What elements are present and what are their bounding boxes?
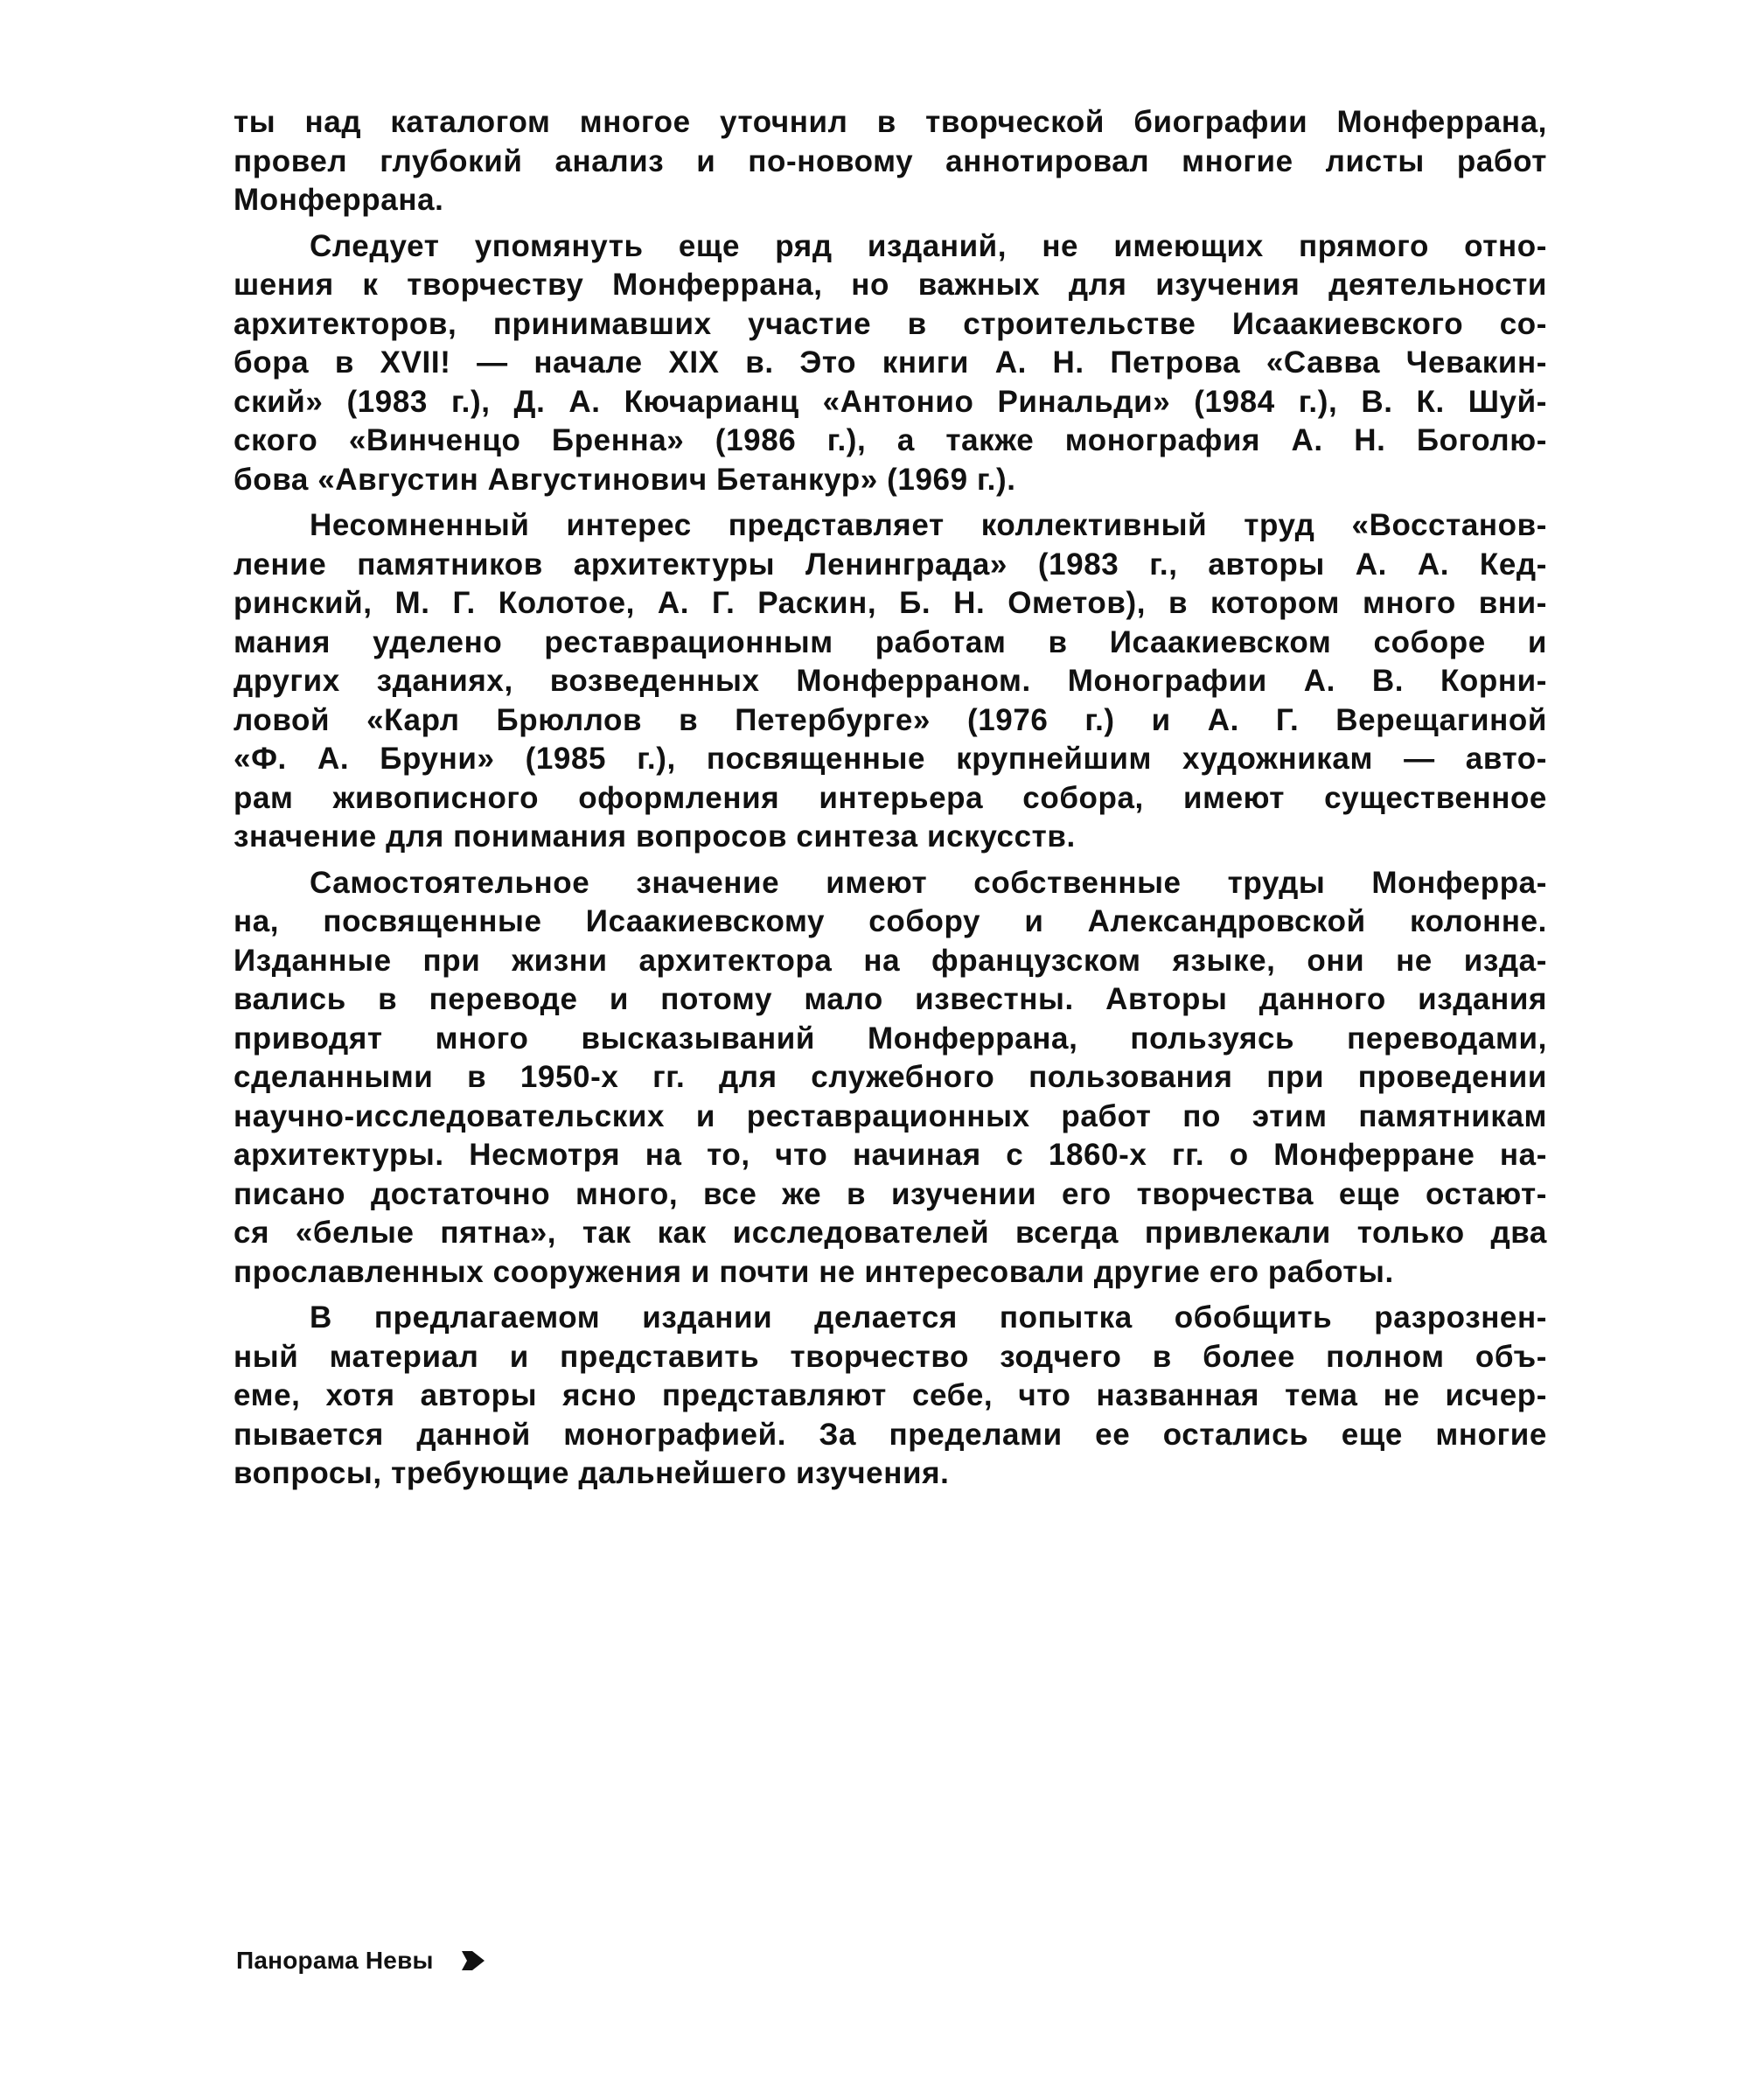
text-line: мания уделено реставрационным работам в Исаакиевском соборе и [234, 624, 1547, 659]
text-line: ся «белые пятна», так как исследователей всегда привлекали только два [234, 1216, 1547, 1250]
text-line: на, посвященные Исаакиевскому собору и Александровской колонне. [234, 904, 1547, 938]
text-line: бова «Августин Августинович Бетанкур» (1969 г.). [234, 462, 1016, 497]
text-line: сделанными в 1950-х гг. для служебного пользования при проведении [234, 1060, 1547, 1094]
paragraph [234, 103, 1547, 220]
text-line: ление памятников архитектуры Ленинграда» (1983 г., авторы А. А. Кед- [234, 547, 1547, 582]
text-line: научно-исследовательских и реставрационных работ по этим памятникам [234, 1098, 1547, 1133]
text-line: ты над каталогом многое уточнил в творческой биографии Монферрана, [234, 105, 1547, 139]
text-line: еме, хотя авторы ясно представляют себе, что названная тема не исчер- [234, 1378, 1547, 1412]
page-footer [236, 1943, 486, 1978]
text-line: вопросы, требующие дальнейшего изучения. [234, 1456, 950, 1490]
text-line: писано достаточно много, все же в изучении его творчества еще остают- [234, 1176, 1547, 1211]
arrow-marker-icon [460, 1949, 486, 1972]
text-line: шения к творчеству Монферрана, но важных для изучения деятельности [234, 268, 1547, 302]
text-line: «Ф. А. Бруни» (1985 г.), посвященные крупнейшим художникам — авто- [234, 742, 1547, 776]
text-line: архитектуры. Несмотря на то, что начиная с 1860-х гг. о Монферране на- [234, 1138, 1547, 1172]
text-line: ловой «Карл Брюллов в Петербурге» (1976 г.) и А. Г. Верещагиной [234, 702, 1547, 737]
text-line: Изданные при жизни архитектора на французском языке, они не изда- [234, 943, 1547, 978]
text-line: Следует упомянуть еще ряд изданий, не имеющих прямого отно- [310, 228, 1547, 263]
text-line: Самостоятельное значение имеют собственные труды Монферра- [310, 865, 1547, 900]
text-line: приводят много высказываний Монферрана, пользуясь переводами, [234, 1021, 1547, 1056]
text-line: провел глубокий анализ и по-новому аннотировал многие листы работ [234, 143, 1547, 178]
text-line: значение для понимания вопросов синтеза искусств. [234, 819, 1076, 854]
text-line: бора в XVII! — начале XIX в. Это книги А. Н. Петрова «Савва Чевакин- [234, 345, 1547, 380]
text-line: Монферрана. [234, 183, 444, 217]
body-text [234, 103, 1547, 1501]
text-line: Несомненный интерес представляет коллективный труд «Восстанов- [310, 508, 1547, 542]
paragraph [234, 864, 1547, 1293]
paragraph [234, 506, 1547, 857]
text-line: других зданиях, возведенных Монферраном. Монографии А. В. Корни- [234, 664, 1547, 698]
text-line: прославленных сооружения и почти не интересовали другие его работы. [234, 1254, 1394, 1289]
text-line: архитекторов, принимавших участие в строительстве Исаакиевского со- [234, 306, 1547, 341]
text-line: вались в переводе и потому мало известны. Авторы данного издания [234, 982, 1547, 1016]
text-line: ринский, М. Г. Колотое, А. Г. Раскин, Б. Н. Ометов), в котором много вни- [234, 586, 1547, 620]
text-line: ный материал и представить творчество зодчего в более полном объ- [234, 1339, 1547, 1374]
text-line: ский» (1983 г.), Д. А. Кючарианц «Антонио Ринальди» (1984 г.), В. К. Шуй- [234, 384, 1547, 419]
paragraph [234, 1299, 1547, 1494]
text-line: рам живописного оформления интерьера собора, имеют существенное [234, 780, 1547, 815]
paragraph [234, 227, 1547, 500]
text-line: ского «Винченцо Бренна» (1986 г.), а также монография А. Н. Боголю- [234, 423, 1547, 457]
running-footer-title: Панорама Невы [236, 1947, 434, 1974]
text-line: пывается данной монографией. За пределами ее остались еще многие [234, 1417, 1547, 1452]
text-line: В предлагаемом издании делается попытка обобщить разрознен- [310, 1300, 1547, 1335]
